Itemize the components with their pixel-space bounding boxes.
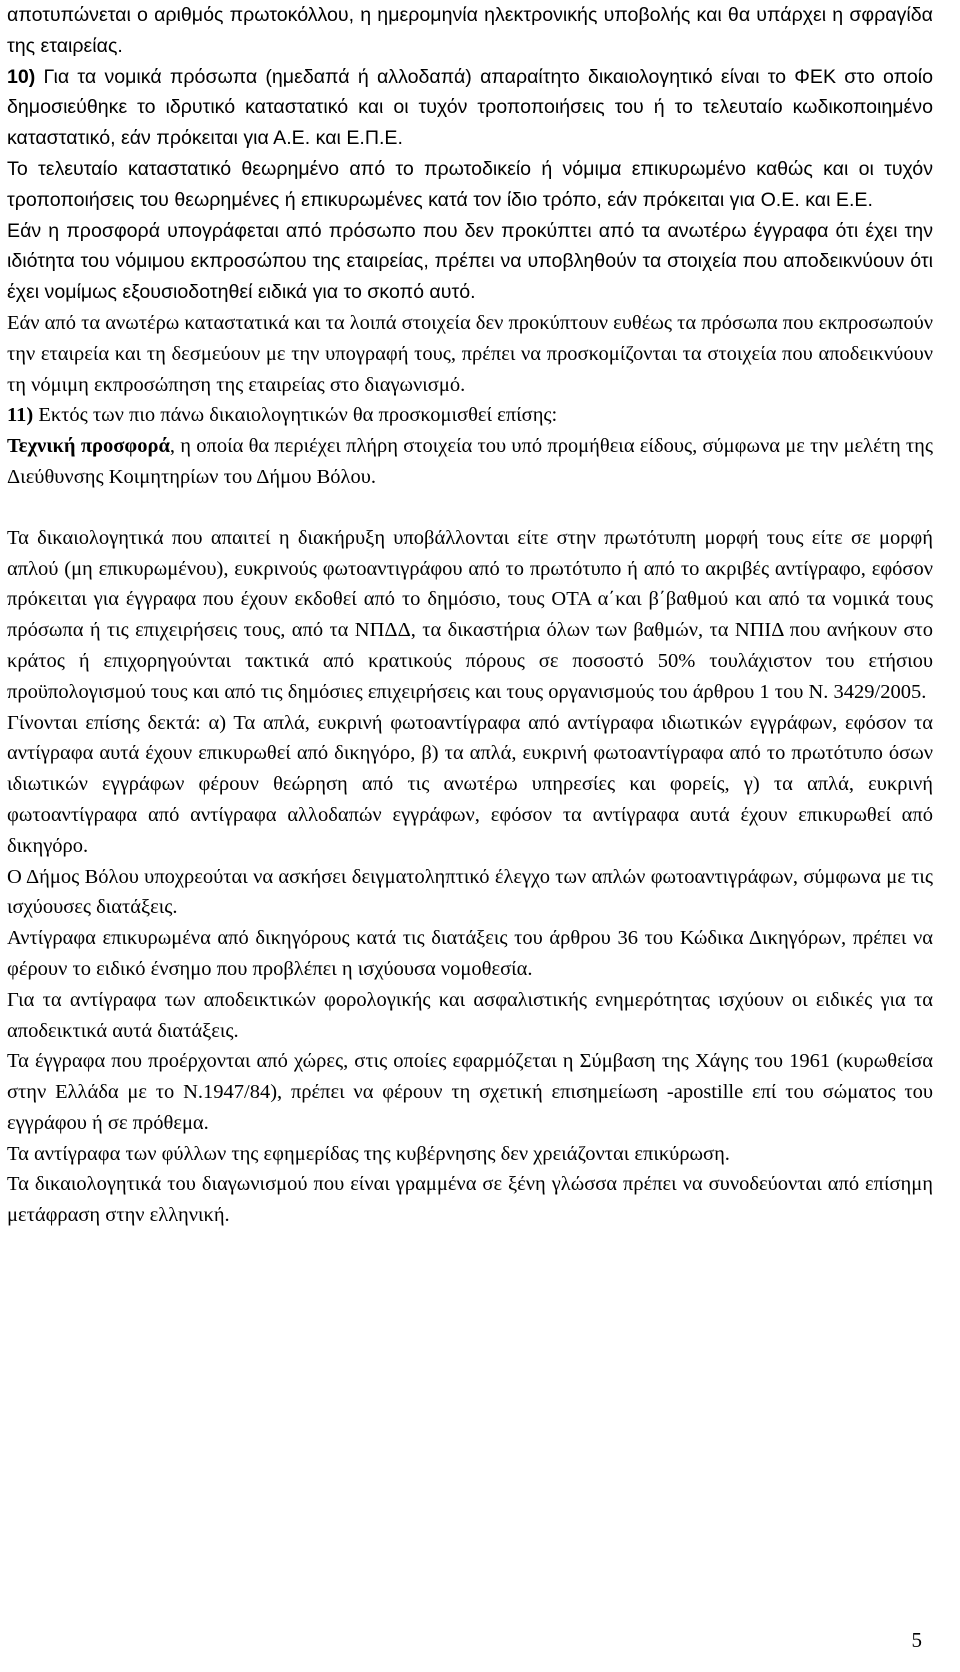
technical-offer-text: , η οποία θα περιέχει πλήρη στοιχεία του υπό προμήθεια είδους, σύμφωνα με την μελέτη της Διεύθυνσης Κοιμητηρίων του Δήμου Βόλου. [7,435,933,488]
paragraph-item-11 [7,400,933,431]
item-number-10: 10) [7,65,36,88]
paragraph-lawyer-copies: Αντίγραφα επικυρωμένα από δικηγόρους κατά τις διατάξεις του άρθρου 36 του Κώδικα Δικηγόρων, πρέπει να φέρουν το ειδικό ένσημο που προβλέπει η ισχύουσα νομοθεσία. [7,927,933,980]
paragraph-gazette: Τα αντίγραφα των φύλλων της εφημερίδας της κυβέρνησης δεν χρειάζονται επικύρωση. [7,1142,730,1165]
paragraph-authorization: Εάν η προσφορά υπογράφεται από πρόσωπο που δεν προκύπτει από τα ανωτέρω έγγραφα ότι έχει την ιδιότητα του νόμιμου εκπροσώπου της εταιρείας, πρέπει να υποβληθούν τα στοιχεία που αποδεικνύουν ότι έχει νομίμως εξουσιοδοτηθεί ειδικά για το σκοπό αυτό. [7,219,933,304]
item-11-text: Εκτός των πιο πάνω δικαιολογητικών θα προσκομισθεί επίσης: [33,404,558,427]
paragraph-representation: Εάν από τα ανωτέρω καταστατικά και τα λοιπά στοιχεία δεν προκύπτουν ευθέως τα πρόσωπα που εκπροσωπούν την εταιρεία και τη δεσμεύουν με την υπογραφή τους, πρέπει να προσκομίζονται τα στοιχεία που αποδεικνύουν τη νόμιμη εκπροσώπηση της εταιρείας στο διαγωνισμό. [7,311,933,396]
paragraph-translation: Τα δικαιολογητικά του διαγωνισμού που είναι γραμμένα σε ξένη γλώσσα πρέπει να συνοδεύονται από επίσημη μετάφραση στην ελληνική. [7,1173,933,1227]
paragraph-spacer [7,493,933,523]
paragraph-submission-stamp: αποτυπώνεται ο αριθμός πρωτοκόλλου, η ημερομηνία ηλεκτρονικής υποβολής και θα υπάρχει η σφραγίδα της εταιρείας. [7,4,933,57]
document-page [7,0,933,1231]
paragraph-accepted-copies: Γίνονται επίσης δεκτά: α) Τα απλά, ευκρινή φωτοαντίγραφα από αντίγραφα ιδιωτικών εγγράφων, εφόσον τα αντίγραφα αυτά έχουν επικυρωθεί από δικηγόρο, β) τα απλά, ευκρινή φωτοαντίγραφα από το πρωτότυπο όσων ιδιωτικών εγγράφων φέρουν θεώρηση από τις ανωτέρω υπηρεσίες και φορείς, γ) τα απλά, ευκρινή φωτοαντίγραφα από αντίγραφα αλλοδαπών εγγράφων, εφόσον τα αντίγραφα αυτά έχουν επικυρωθεί από δικηγόρο. [7,711,933,857]
paragraph-sample-check: Ο Δήμος Βόλου υποχρεούται να ασκήσει δειγματοληπτικό έλεγχο των απλών φωτοαντιγράφων, σύμφωνα με τις ισχύουσες διατάξεις. [7,865,933,919]
item-10-text: Για τα νομικά πρόσωπα (ημεδαπά ή αλλοδαπά) απαραίτητο δικαιολογητικό είναι το ΦΕΚ στο οποίο δημοσιεύθηκε το ιδρυτικό καταστατικό και οι τυχόν τροποποιήσεις του ή το τελευταίο κωδικοποιημένο καταστατικό, εάν πρόκειται για Α.Ε. και Ε.Π.Ε. [7,65,933,150]
paragraph-tax-insurance: Για τα αντίγραφα των αποδεικτικών φορολογικής και ασφαλιστικής ενημερότητας ισχύουν οι ειδικές για τα αποδεικτικά αυτά διατάξεις. [7,988,933,1042]
paragraph-apostille: Τα έγγραφα που προέρχονται από χώρες, στις οποίες εφαρμόζεται η Σύμβαση της Χάγης του 1961 (κυρωθείσα στην Ελλάδα με το Ν.1947/84), πρέπει να φέρουν τη σχετική επισημείωση -apostille επί του σώματος του εγγράφου ή σε πρόθεμα. [7,1050,933,1134]
paragraph-latest-statute: Το τελευταίο καταστατικό θεωρημένο από το πρωτοδικείο ή νόμιμα επικυρωμένο καθώς και οι τυχόν τροποποιήσεις του θεωρημένες ή επικυρωμένες κατά τον ίδιο τρόπο, εάν πρόκειται για Ο.Ε. και Ε.Ε. [7,157,933,211]
page-number: 5 [911,1628,922,1652]
technical-offer-heading: Τεχνική προσφορά [7,435,170,458]
paragraph-item-10 [7,62,933,154]
paragraph-technical-offer [7,431,933,493]
paragraph-document-forms: Τα δικαιολογητικά που απαιτεί η διακήρυξη υποβάλλονται είτε στην πρωτότυπη μορφή τους είτε σε μορφή απλού (μη επικυρωμένου), ευκρινούς φωτοαντιγράφου από το πρωτότυπο ή από το ακριβές αντίγραφο, εφόσον πρόκειται για έγγραφα που έχουν εκδοθεί από το δημόσιο, τους ΟΤΑ α΄και β΄βαθμού και από τα νομικά τους πρόσωπα ή τις επιχειρήσεις τους, από τα ΝΠΔΔ, τα δικαστήρια όλων των βαθμών, τα ΝΠΙΔ που ανήκουν στο κράτος ή επιχορηγούνται τακτικά από κρατικούς πόρους σε ποσοστό 50% τουλάχιστον του ετήσιου προϋπολογισμού τους και από τις δημόσιες επιχειρήσεις και τους οργανισμούς του άρθρου 1 του Ν. 3429/2005. [7,526,933,703]
item-number-11: 11) [7,404,34,427]
